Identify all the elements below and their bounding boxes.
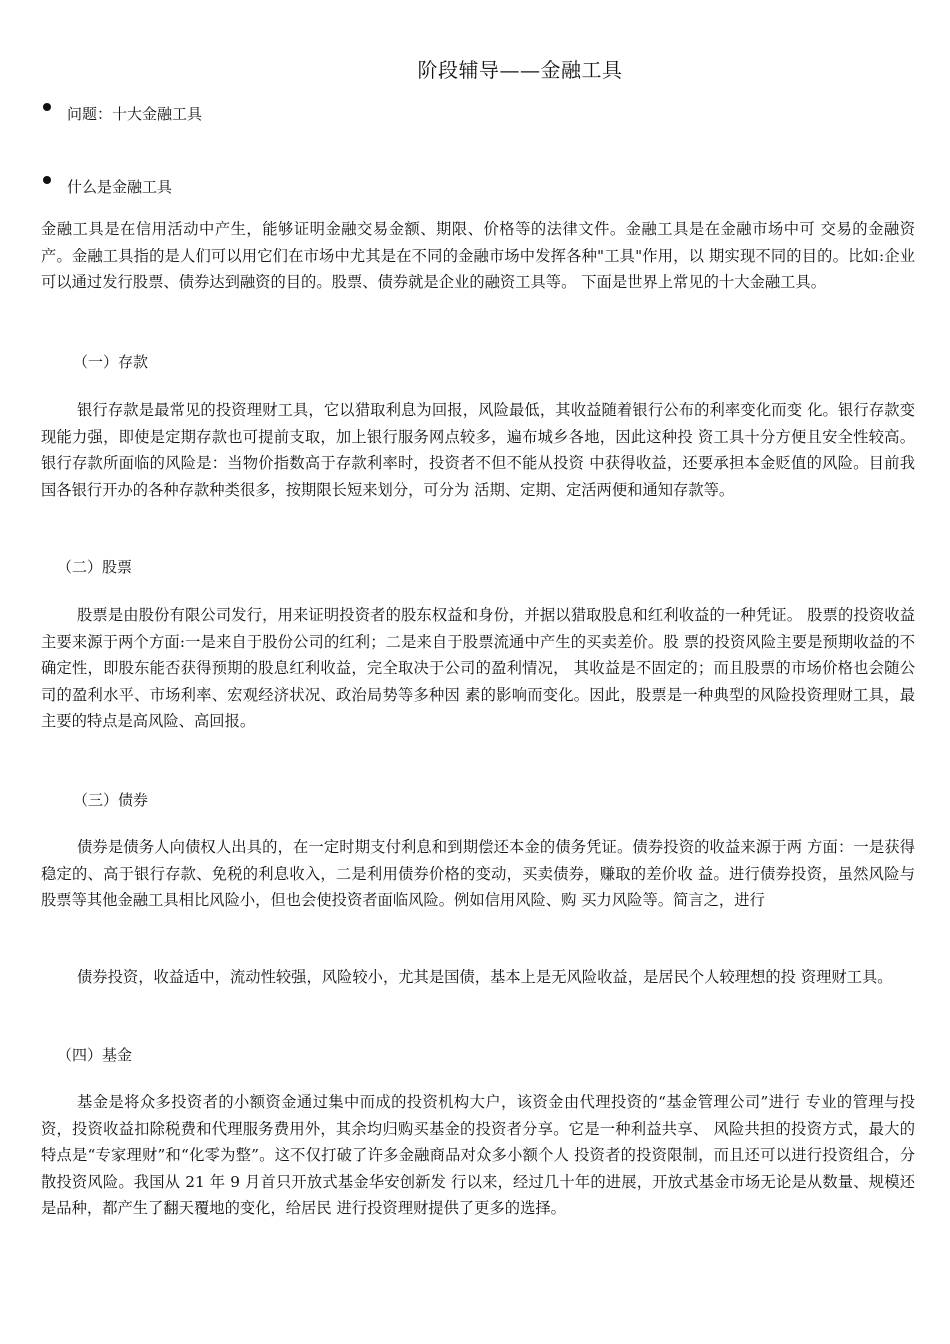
section-heading-bond: （三）债券 [73,791,149,809]
section-body-fund: 基金是将众多投资者的小额资金通过集中而成的投资机构大户，该资金由代理投资的“基金管理公司”进行 专业的管理与投资，投资收益扣除税费和代理服务费用外，其余均归购买基金的投资者分享。它是一种利益共享、 风险共担的投资方式，最大的特点是“专家理财”和“化零为整”。这不仅打破了许多金融商品对众多小额个人 投资者的投资限制，而且还可以进行投资组合，分散投资风险。我国从 21 年 9 月首只开放式基金华安创新发 行以来，经过几十年的进展，开放式基金市场无论是从数量、规模还是品种，都产生了翻天覆地的变化，给居民 进行投资理财提供了更多的选择。 [41,1093,915,1217]
section-body-stock: 股票是由股份有限公司发行，用来证明投资者的股东权益和身份，并据以猎取股息和红利收益的一种凭证。 股票的投资收益主要来源于两个方面:一是来自于股份公司的红利；二是来自于股票流通中产生的买卖差价。股 票的投资风险主要是预期收益的不确定性，即股东能否获得预期的股息红利收益，完全取决于公司的盈利情况， 其收益是不固定的；而且股票的市场价格也会随公司的盈利水平、市场利率、宏观经济状况、政治局势等多种因 素的影响而变化。因此，股票是一种典型的风险投资理财工具，最主要的特点是高风险、高回报。 [41,606,915,730]
page-title: 阶段辅导——金融工具 [417,58,623,82]
bullet-dot-icon [43,103,51,111]
section-body-deposit: 银行存款是最常见的投资理财工具，它以猎取利息为回报，风险最低，其收益随着银行公布的利率变化而变 化。银行存款变现能力强，即使是定期存款也可提前支取，加上银行服务网点较多，遍布城乡各地，因此这种投 资工具十分方便且安全性较高。银行存款所面临的风险是：当物价指数高于存款利率时，投资者不但不能从投资 中获得收益，还要承担本金贬值的风险。目前我国各银行开办的各种存款种类很多，按期限长短来划分，可分为 活期、定期、定活两便和通知存款等。 [41,401,915,499]
section-heading-fund: （四）基金 [57,1046,133,1064]
section-heading-deposit: （一）存款 [73,353,149,371]
section-body-bond-continued: 债券投资，收益适中，流动性较强，风险较小，尤其是国债，基本上是无风险收益，是居民个人较理想的投 资理财工具。 [77,968,893,986]
bullet-text: 问题：十大金融工具 [67,105,203,123]
bullet-text: 什么是金融工具 [67,178,173,196]
section-body-bond: 债券是债务人向债权人出具的，在一定时期支付利息和到期偿还本金的债务凭证。债券投资的收益来源于两 方面：一是获得稳定的、高于银行存款、免税的利息收入，二是利用债券价格的变动，买卖债券，赚取的差价收 益。进行债券投资，虽然风险与股票等其他金融工具相比风险小，但也会使投资者面临风险。例如信用风险、购 买力风险等。简言之，进行 [41,838,915,909]
intro-paragraph: 金融工具是在信用活动中产生，能够证明金融交易金额、期限、价格等的法律文件。金融工具是在金融市场中可 交易的金融资产。金融工具指的是人们可以用它们在市场中尤其是在不同的金融市场中发挥各种"工具"作用，以 期实现不同的目的。比如:企业可以通过发行股票、债券达到融资的目的。股票、债券就是企业的融资工具等。 下面是世界上常见的十大金融工具。 [41,220,915,291]
section-heading-stock: （二）股票 [57,558,133,576]
bullet-dot-icon [43,176,51,184]
